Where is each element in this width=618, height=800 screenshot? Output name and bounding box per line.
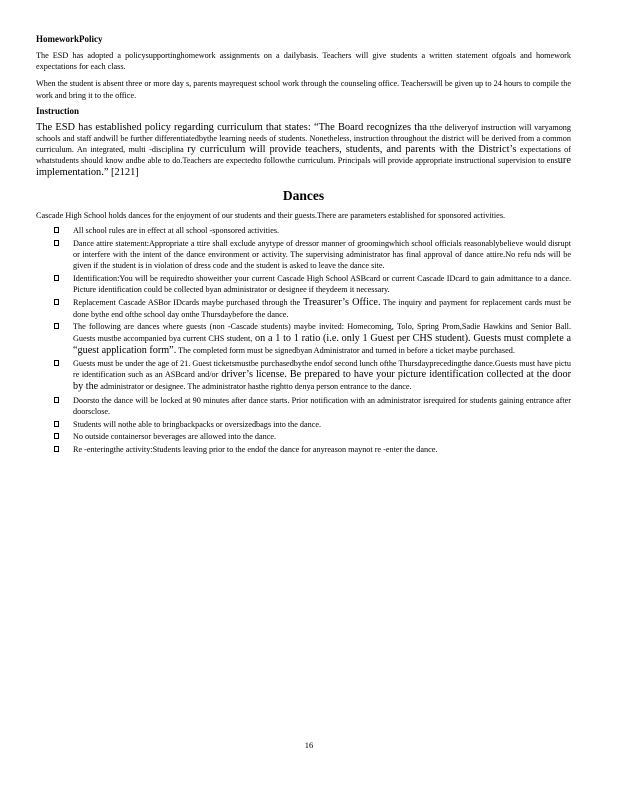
- bullet-box-icon: [54, 240, 59, 246]
- list-item: Doorsto the dance will be locked at 90 minutes after dance starts. Prior notification with an administrator isrequired for students gaining entrance after doorsclose.: [36, 395, 571, 417]
- bullet-box-icon: [54, 421, 59, 427]
- instruction-text-e: ure implementation.” [2121]: [36, 155, 571, 178]
- instruction-paragraph: [36, 122, 571, 178]
- list-item: No outside containersor beverages are allowed into the dance.: [36, 431, 571, 442]
- homework-heading: HomeworkPolicy: [36, 34, 103, 44]
- instruction-text-c: ry curriculum will provide teachers, students, and parents with the District’s: [187, 144, 517, 156]
- bullet-box-icon: [54, 360, 59, 366]
- dances-rules-list: [36, 225, 571, 455]
- bullet-box-icon: [54, 275, 59, 281]
- homework-paragraph-2: When the student is absent three or more day s, parents mayrequest school work through the counseling office. Teacherswill be given up to 24 hours to compile the work and bring it to the office.: [36, 79, 571, 100]
- bullet-box-icon: [54, 299, 59, 305]
- instruction-text-d: expectations of whatstudents should know andbe able to do.Teachers are expectedto followthe curriculum. Principals will provide appropriate instructional supervision to ens: [36, 145, 572, 166]
- homework-paragraph-1: The ESD has adopted a policysupportinghomework assignments on a dailybasis. Teachers will give students a written statement ofgoals and homework expectations for each class.: [36, 51, 571, 72]
- dances-intro: Cascade High School holds dances for the enjoyment of our students and their guests.There are parameters established for sponsored activities.: [36, 210, 506, 220]
- document-page: [36, 34, 571, 457]
- bullet-box-icon: [54, 433, 59, 439]
- list-item: Guests must be under the age of 21. Guest ticketsmustbe purchasedbythe endof second lunch ofthe Thursdayprecedingthe dance.Guests must have pictu re identification such as an ASBcard and/or driver’s license. Be prepared to have your picture identification collected at the door by the administrator or designee. The administrator hasthe rightto denya person entrance to the dance.: [36, 358, 571, 393]
- instruction-text-a: The ESD has established policy regarding curriculum that states: “The Board recognizes tha: [36, 121, 427, 133]
- list-item: Replacement Cascade ASBor IDcards maybe purchased through the Treasurer’s Office. The inquiry and payment for replacement cards must be done bythe end ofthe school day onthe Thursdaybefore the dance.: [36, 297, 571, 320]
- instruction-heading: Instruction: [36, 105, 80, 116]
- list-item: Re -enteringthe activity:Students leaving prior to the endof the dance for anyreason maynot re -enter the dance.: [36, 444, 571, 455]
- list-item: The following are dances where guests (non -Cascade students) maybe invited: Homecoming, Tolo, Spring Prom,Sadie Hawkins and Senior Ball. Guests mustbe accompanied bya current CHS student, on a 1 to 1 ratio (i.e. only 1 Guest per CHS student). Guests must complete a “guest application form”. The completed form must be signedbyan Administrator and turned in before a ticket maybe purchased.: [36, 321, 571, 356]
- list-item: Dance attire statement:Appropriate a ttire shall exclude anytype of dressor manner of groomingwhich school officials reasonablybelieve would disrupt or interfere with the intent of the dance environment or activity. The supervising administrator has final approval of dance attire.No refu nds will be given if the student is in violation of dress code and the student is asked to leave the dance site.: [36, 238, 571, 272]
- instruction-text-b: tthe deliveryof instruction will varyamong schools and staff andwill be further differentiatedbythe learning needs of students. Nonetheless, instruction throughout the district will be derived from a common curriculum. An integrated, multi -disciplina: [36, 122, 571, 155]
- list-item: All school rules are in effect at all school -sponsored activities.: [36, 225, 571, 236]
- list-item: Identification:You will be requiredto showeither your current Cascade High School ASBcard or current Cascade IDcard to gain admittance to a dance. Picture identification could be collected byan administrator or designee if theydeem it necessary.: [36, 273, 571, 295]
- page-number: 16: [304, 740, 314, 750]
- list-item: Students will nothe able to bringbackpacks or oversizedbags into the dance.: [36, 419, 571, 430]
- bullet-box-icon: [54, 323, 59, 329]
- dances-title: Dances: [282, 187, 325, 203]
- bullet-box-icon: [54, 227, 59, 233]
- bullet-box-icon: [54, 397, 59, 403]
- bullet-box-icon: [54, 446, 59, 452]
